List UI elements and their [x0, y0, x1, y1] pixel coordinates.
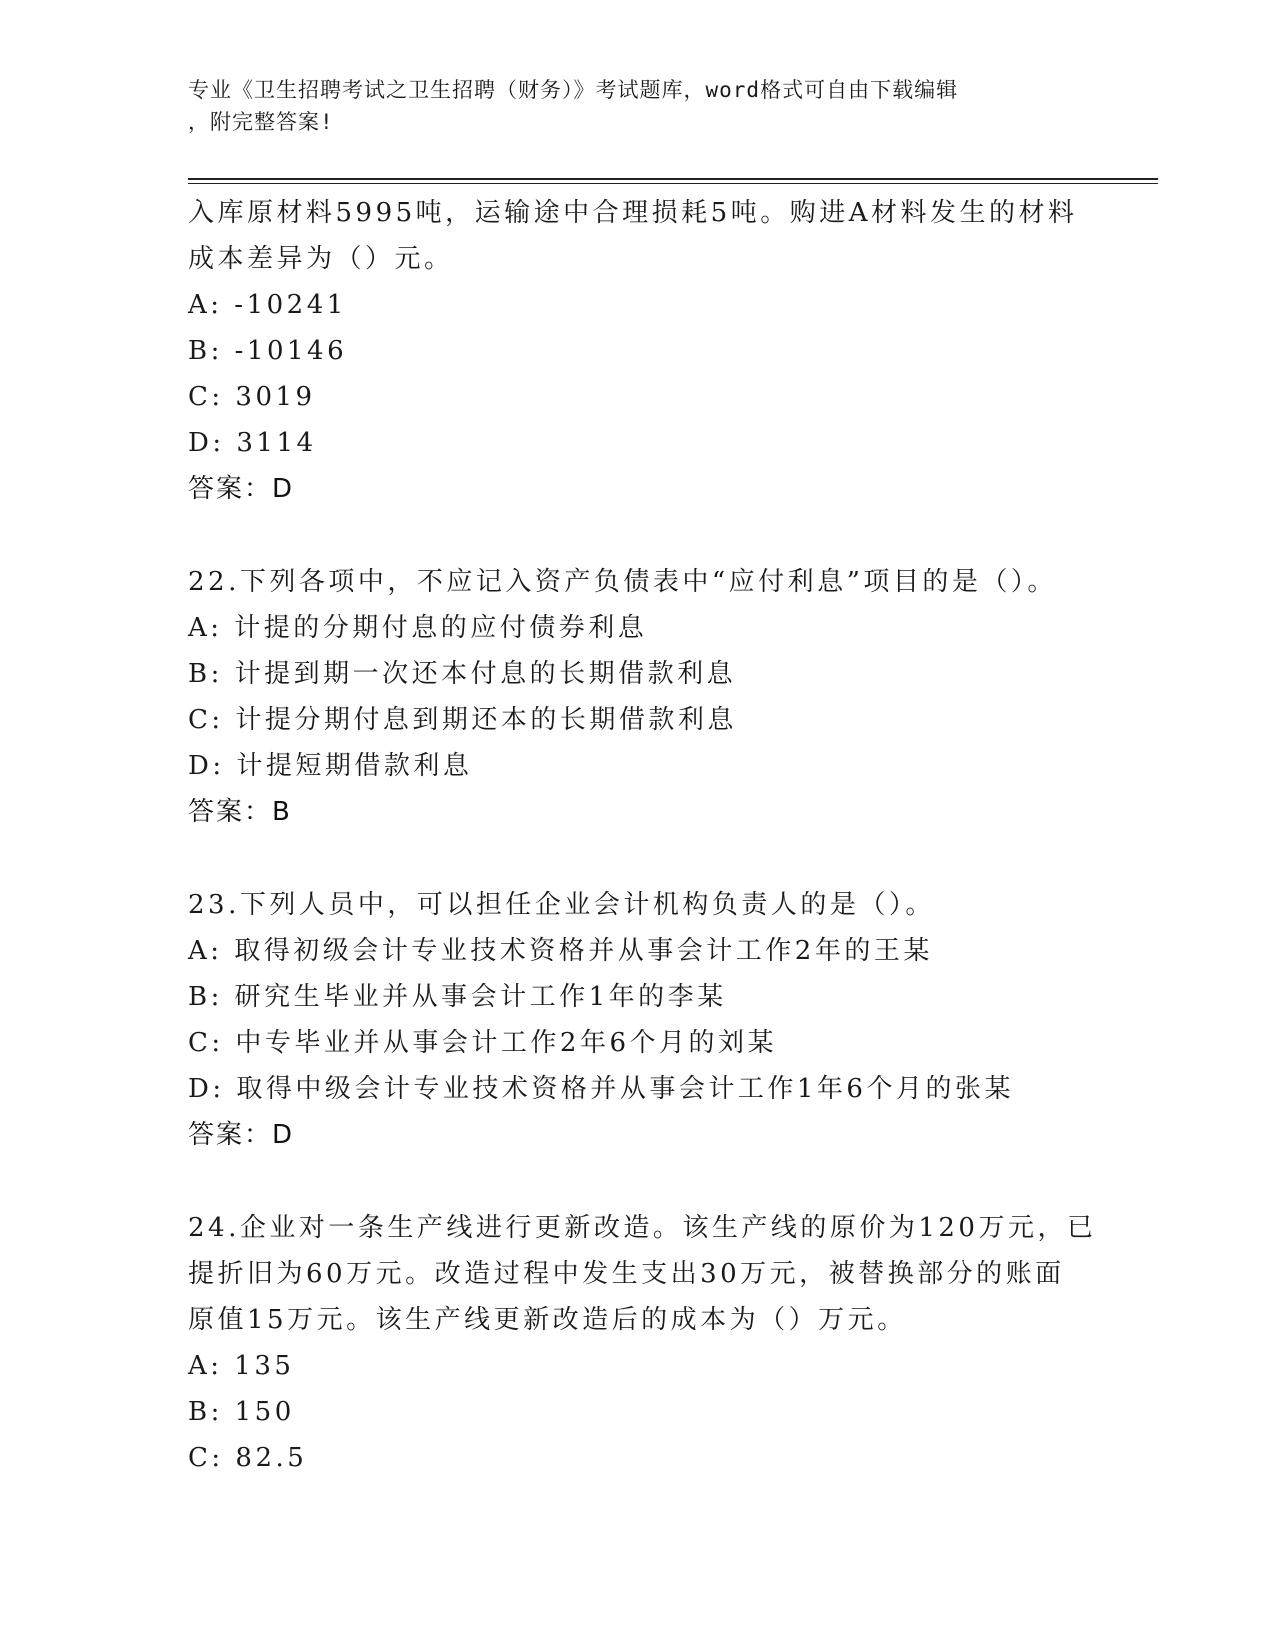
header-line-1: 专业《卫生招聘考试之卫生招聘（财务）》考试题库，word格式可自由下载编辑 [188, 78, 959, 102]
option-a: A: 135 [188, 1351, 295, 1381]
option-a: A: -10241 [188, 290, 347, 320]
question-stem: 22.下列各项中，不应记入资产负债表中“应付利息”项目的是（）。 [188, 567, 1057, 597]
header-line-2: ，附完整答案! [188, 110, 334, 134]
option-d: D: 计提短期借款利息 [188, 751, 473, 781]
spacer [188, 512, 1088, 559]
option-c: C: 中专毕业并从事会计工作2年6个月的刘某 [188, 1028, 778, 1058]
question-list [188, 190, 1097, 1481]
question-stem: 入库原材料5995吨，运输途中合理损耗5吨。购进A材料发生的材料 [188, 198, 1078, 228]
answer-label: 答案：D [188, 474, 295, 504]
document-header [188, 74, 1088, 138]
header-rule-thin [188, 183, 1158, 184]
question-22 [188, 559, 1088, 835]
option-a: A: 取得初级会计专业技术资格并从事会计工作2年的王某 [188, 936, 933, 966]
option-d: D: 取得中级会计专业技术资格并从事会计工作1年6个月的张某 [188, 1074, 1014, 1104]
header-rule-thick [188, 178, 1158, 180]
question-24 [188, 1205, 1097, 1481]
option-c: C: 82.5 [188, 1443, 308, 1473]
option-b: B: -10146 [188, 336, 348, 366]
question-stem: 23.下列人员中，可以担任企业会计机构负责人的是（）。 [188, 890, 935, 920]
answer-label: 答案：B [188, 797, 292, 827]
option-a: A: 计提的分期付息的应付债券利息 [188, 613, 648, 643]
option-b: B: 150 [188, 1397, 295, 1427]
question-stem: 提折旧为60万元。改造过程中发生支出30万元，被替换部分的账面 [188, 1259, 1065, 1289]
option-b: B: 研究生毕业并从事会计工作1年的李某 [188, 982, 727, 1012]
option-c: C: 计提分期付息到期还本的长期借款利息 [188, 705, 737, 735]
option-d: D: 3114 [188, 428, 317, 458]
option-b: B: 计提到期一次还本付息的长期借款利息 [188, 659, 737, 689]
question-23 [188, 882, 1088, 1158]
question-stem: 原值15万元。该生产线更新改造后的成本为（）万元。 [188, 1305, 907, 1335]
option-c: C: 3019 [188, 382, 316, 412]
question-stem: 成本差异为（）元。 [188, 244, 454, 274]
question-21 [188, 190, 1088, 512]
spacer [188, 835, 1088, 882]
answer-label: 答案：D [188, 1120, 295, 1150]
question-stem: 24.企业对一条生产线进行更新改造。该生产线的原价为120万元，已 [188, 1213, 1097, 1243]
spacer [188, 1158, 1088, 1205]
